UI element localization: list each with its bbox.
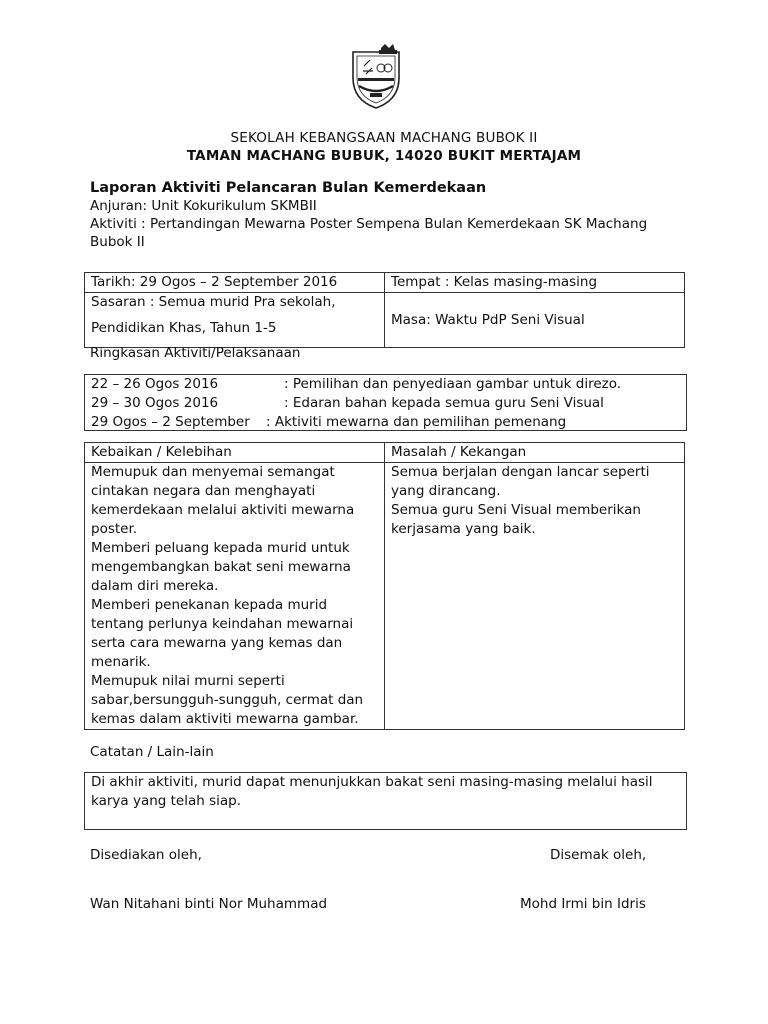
notes-box (84, 772, 687, 830)
notes-heading: Catatan / Lain-lain (90, 744, 214, 760)
strength-line: sabar,bersungguh-sungguh, cermat dan (91, 692, 364, 708)
time-cell: Masa: Waktu PdP Seni Visual (385, 293, 685, 348)
checked-by-label: Disemak oleh, (550, 847, 647, 863)
strength-line: Memupuk nilai murni seperti (91, 673, 285, 689)
summary-heading: Ringkasan Aktiviti/Pelaksanaan (90, 345, 301, 361)
schedule-desc: : Pemilihan dan penyediaan gambar untuk direzo. (284, 376, 622, 392)
schedule-row (91, 375, 680, 394)
problem-line: Semua guru Seni Visual memberikan (391, 502, 641, 518)
problem-line: kerjasama yang baik. (391, 521, 536, 537)
date-cell: Tarikh: 29 Ogos – 2 September 2016 (85, 273, 385, 293)
school-name: SEKOLAH KEBANGSAAN MACHANG BUBOK II (230, 130, 538, 146)
school-crest-icon (348, 44, 404, 110)
problems-header: Masalah / Kekangan (385, 443, 685, 463)
evaluation-table (84, 442, 685, 730)
notes-line: Di akhir aktiviti, murid dapat menunjukkan bakat seni masing-masing melalui hasil (91, 774, 653, 790)
problem-line: yang dirancang. (391, 483, 501, 499)
school-address: TAMAN MACHANG BUBUK, 14020 BUKIT MERTAJAM (186, 148, 582, 164)
strength-line: tentang perlunya keindahan mewarnai (91, 616, 354, 632)
target-line: Pendidikan Khas, Tahun 1-5 (91, 320, 277, 336)
summary-box (84, 374, 687, 431)
organizer-line: Anjuran: Unit Kokurikulum SKMBII (90, 198, 317, 214)
problem-line: Semua berjalan dengan lancar seperti (391, 464, 650, 480)
strengths-cell (85, 463, 385, 730)
schedule-date: 29 – 30 Ogos 2016 (91, 395, 219, 411)
info-table (84, 272, 685, 348)
prepared-by-label: Disediakan oleh, (90, 847, 202, 863)
target-cell (85, 293, 385, 348)
strength-line: Memupuk dan menyemai semangat (91, 464, 335, 480)
strengths-header: Kebaikan / Kelebihan (85, 443, 385, 463)
notes-line: karya yang telah siap. (91, 793, 242, 809)
prepared-by-name: Wan Nitahani binti Nor Muhammad (90, 896, 328, 912)
target-line: Sasaran : Semua murid Pra sekolah, (91, 294, 336, 310)
strength-line: serta cara mewarna yang kemas dan (91, 635, 343, 651)
schedule-row (91, 413, 680, 432)
strength-line: Memberi penekanan kepada murid (91, 597, 328, 613)
report-title: Laporan Aktiviti Pelancaran Bulan Kemerdekaan (90, 180, 487, 196)
strength-line: Memberi peluang kepada murid untuk (91, 540, 350, 556)
problems-cell (385, 463, 685, 730)
schedule-desc: : Aktiviti mewarna dan pemilihan pemenang (266, 414, 567, 430)
schedule-row (91, 394, 680, 413)
checked-by-name: Mohd Irmi bin Idris (520, 896, 646, 912)
strength-line: menarik. (91, 654, 151, 670)
strength-line: kemerdekaan melalui aktiviti mewarna (91, 502, 355, 518)
strength-line: poster. (91, 521, 138, 537)
strength-line: mengembangkan bakat seni mewarna (91, 559, 351, 575)
strength-line: kemas dalam aktiviti mewarna gambar. (91, 711, 359, 727)
activity-line: Aktiviti : Pertandingan Mewarna Poster Sempena Bulan Kemerdekaan SK Machang (90, 216, 648, 232)
strength-line: dalam diri mereka. (91, 578, 219, 594)
strength-line: cintakan negara dan menghayati (91, 483, 316, 499)
schedule-date: 22 – 26 Ogos 2016 (91, 376, 219, 392)
schedule-desc: : Edaran bahan kepada semua guru Seni Visual (284, 395, 604, 411)
venue-cell: Tempat : Kelas masing-masing (385, 273, 685, 293)
activity-line-continued: Bubok II (90, 234, 145, 250)
schedule-date: 29 Ogos – 2 September (91, 414, 250, 430)
